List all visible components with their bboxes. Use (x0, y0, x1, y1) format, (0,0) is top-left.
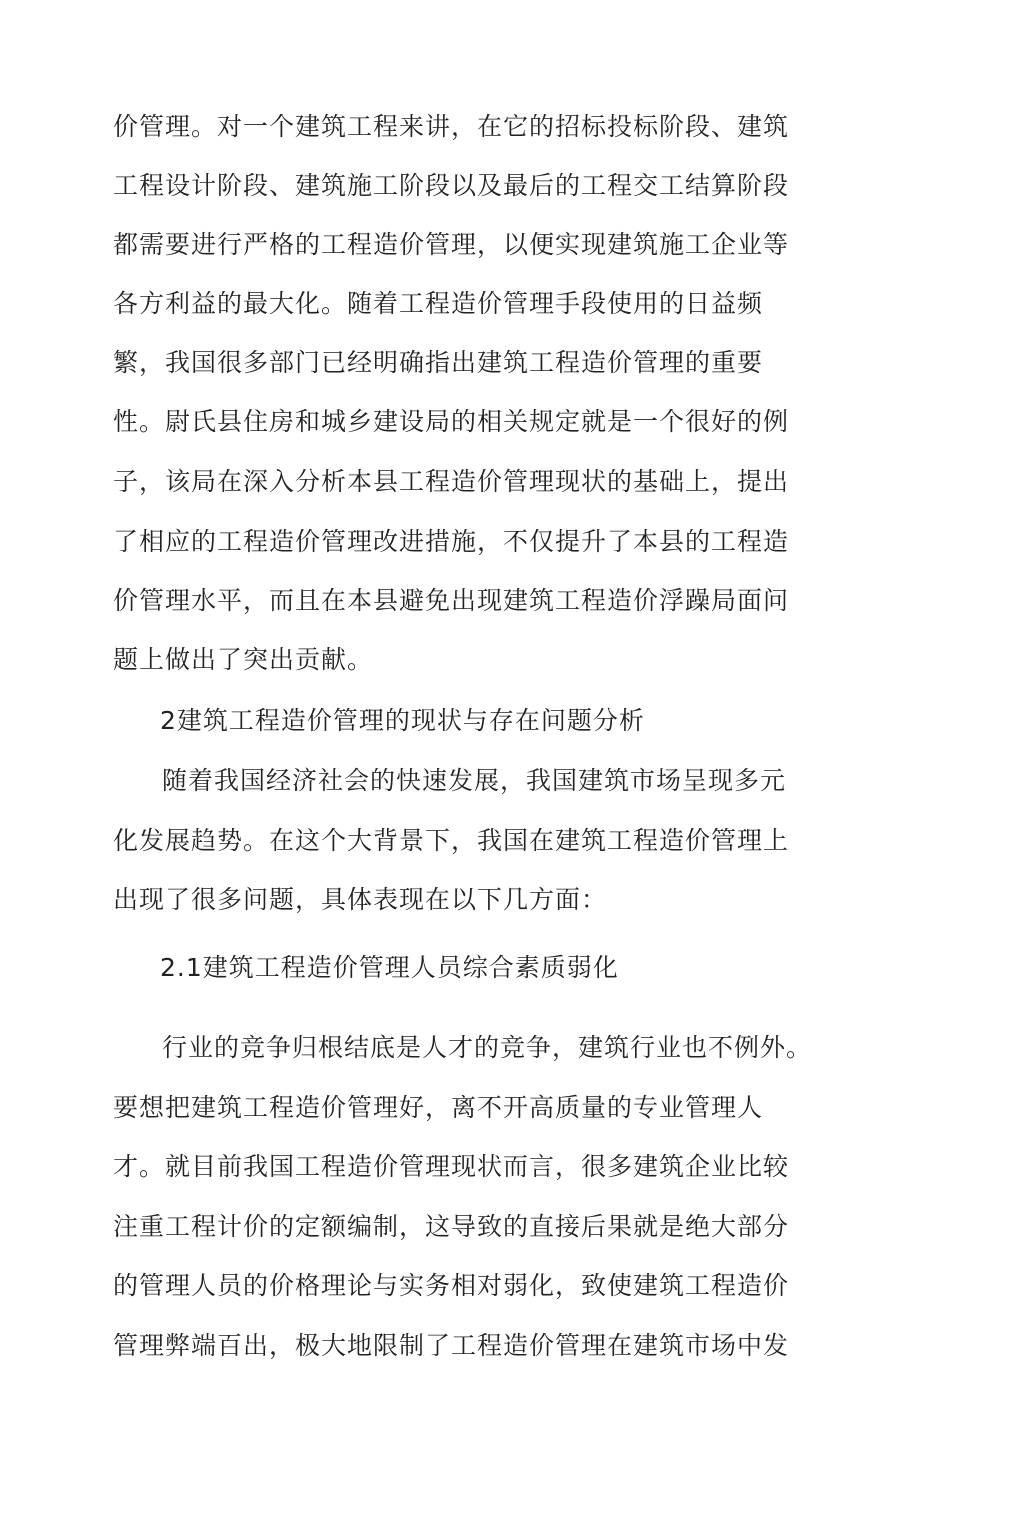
section-heading-2: 2建筑工程造价管理的现状与存在问题分析 (160, 706, 645, 735)
paragraph-line: 才。就目前我国工程造价管理现状而言，很多建筑企业比较 (113, 1152, 790, 1181)
paragraph-line: 管理弊端百出，极大地限制了工程造价管理在建筑市场中发 (113, 1331, 790, 1360)
paragraph-line: 题上做出了突出贡献。 (113, 645, 374, 674)
paragraph-line: 随着我国经济社会的快速发展，我国建筑市场呈现多元 (162, 766, 787, 795)
paragraph-line: 要想把建筑工程造价管理好，离不开高质量的专业管理人 (113, 1093, 764, 1122)
paragraph-line: 的管理人员的价格理论与实务相对弱化，致使建筑工程造价 (113, 1271, 790, 1300)
paragraph-line: 性。尉氏县住房和城乡建设局的相关规定就是一个很好的例 (113, 407, 790, 436)
paragraph-line: 子，该局在深入分析本县工程造价管理现状的基础上，提出 (113, 467, 790, 496)
paragraph-line: 行业的竞争归根结底是人才的竞争，建筑行业也不例外。 (162, 1033, 813, 1062)
paragraph-line: 繁，我国很多部门已经明确指出建筑工程造价管理的重要 (113, 348, 764, 377)
paragraph-line: 价管理。对一个建筑工程来讲，在它的招标投标阶段、建筑 (113, 112, 790, 141)
paragraph-line: 各方利益的最大化。随着工程造价管理手段使用的日益频 (113, 289, 764, 318)
paragraph-line: 注重工程计价的定额编制，这导致的直接后果就是绝大部分 (113, 1212, 790, 1241)
paragraph-line: 工程设计阶段、建筑施工阶段以及最后的工程交工结算阶段 (113, 171, 790, 200)
paragraph-line: 了相应的工程造价管理改进措施，不仅提升了本县的工程造 (113, 527, 790, 556)
paragraph-line: 都需要进行严格的工程造价管理，以便实现建筑施工企业等 (113, 230, 790, 259)
paragraph-line: 化发展趋势。在这个大背景下，我国在建筑工程造价管理上 (113, 826, 790, 855)
paragraph-line: 出现了很多问题，具体表现在以下几方面： (113, 885, 608, 914)
paragraph-line: 价管理水平，而且在本县避免出现建筑工程造价浮躁局面问 (113, 586, 790, 615)
section-heading-2-1: 2.1建筑工程造价管理人员综合素质弱化 (160, 953, 619, 982)
